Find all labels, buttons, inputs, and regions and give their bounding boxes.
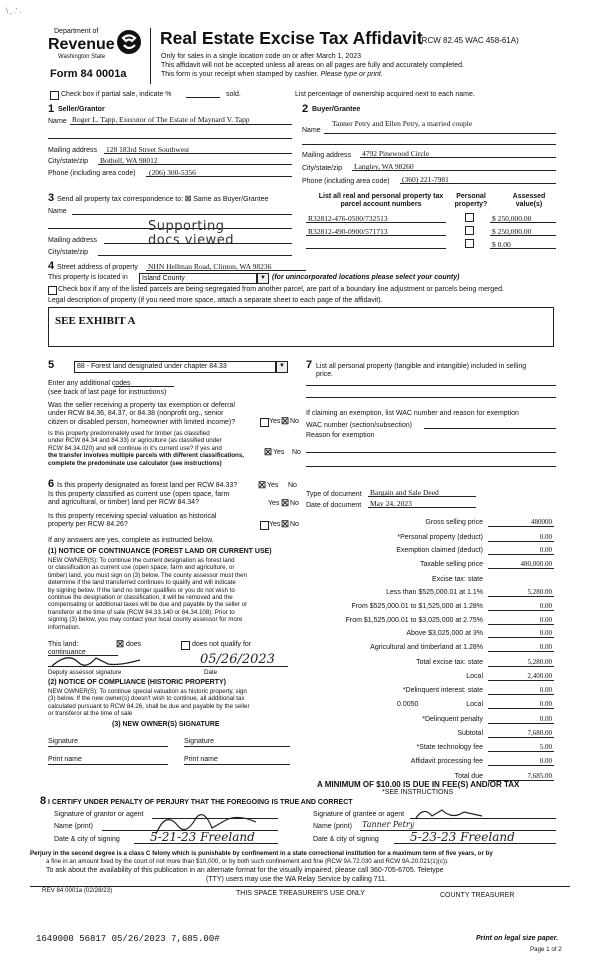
doc-type[interactable]: Bargain and Sale Deed	[370, 488, 439, 497]
buyer-name-label: Name	[302, 127, 321, 134]
legal-description: SEE EXHIBIT A	[55, 315, 136, 327]
calc-value[interactable]: 0.00	[539, 715, 552, 723]
reason-label: Reason for exemption	[306, 432, 375, 439]
print-legal-note: Print on legal size paper.	[476, 935, 559, 942]
no-label: No	[290, 521, 299, 528]
yes-label: Yes	[273, 449, 285, 456]
calc-label: Exemption claimed (deduct)	[396, 547, 483, 554]
buyer-address[interactable]: 4792 Pinewood Circle	[362, 149, 430, 158]
doc-type-label: Type of document	[306, 491, 362, 498]
calc-value[interactable]: 5.00	[539, 743, 552, 751]
calc-label: *Delinquent interest: state	[402, 687, 483, 694]
calc-value[interactable]: 7,680.00	[527, 729, 552, 737]
calc-value[interactable]: 0.00	[539, 533, 552, 541]
subtitle-3a: This form is your receipt when stamped by cashier.	[161, 71, 319, 78]
does-not-qualify-checkbox[interactable]	[181, 641, 190, 650]
segregated-label: Check box if any of the listed parcels are being segregated from another parcel, are part of a boundary line adjustment or parcels being merged.	[58, 286, 504, 293]
sec7-label: List all personal property (tangible and intangible) included in selling price.	[316, 363, 527, 379]
historic-yes-checkbox[interactable]	[260, 521, 269, 530]
buyer-name[interactable]: Tanner Petry and Ellen Petry, a married couple	[332, 119, 473, 128]
notice3-title: (3) NEW OWNER(S) SIGNATURE	[112, 721, 220, 728]
sec3-addr-label: Mailing address	[48, 237, 98, 244]
sec6-number: 6	[48, 478, 55, 490]
calc-label: Local	[466, 673, 483, 680]
calc-value[interactable]: 0.00	[539, 757, 552, 765]
personal-property-checkbox[interactable]	[465, 213, 474, 222]
yes-label: Yes	[269, 418, 281, 425]
treasurer-receipt: 1649000 56817 05/26/2023 7,685.00#	[36, 934, 220, 944]
buyer-addr-label: Mailing address	[302, 152, 352, 159]
continuance-label: continuance	[48, 649, 86, 656]
seller-name[interactable]: Roger L. Tapp, Executor of The Estate of Maynard V. Tapp	[72, 115, 250, 124]
page-number: Page 1 of 2	[530, 946, 562, 953]
yes-label: Yes	[267, 482, 279, 489]
seller-city[interactable]: Bothell, WA 98012	[100, 156, 158, 165]
add-codes-label: Enter any additional codes	[48, 380, 131, 387]
calc-label: Agricultural and timberland at 1.28%	[370, 644, 483, 651]
calc-value[interactable]: 0.00	[539, 602, 552, 610]
no-label: No	[290, 500, 299, 507]
assessor-sig-label: Deputy assessor signature	[48, 669, 122, 676]
doc-date[interactable]: May 24, 2023	[370, 499, 412, 508]
see-instructions-note: *SEE INSTRUCTIONS	[382, 789, 454, 796]
this-land-label: This land:	[48, 641, 79, 648]
personal-property-checkbox[interactable]	[465, 226, 474, 235]
partial-sale-label: Check box if partial sale, indicate %	[61, 91, 172, 98]
sec4-label: Street address of property	[57, 264, 138, 271]
no-label: No	[288, 482, 297, 489]
buyer-number: 2	[302, 103, 309, 115]
grantee-sig-label: Signature of grantee or agent	[313, 811, 405, 818]
seller-city-label: City/state/zip	[48, 158, 89, 165]
calc-value[interactable]: 0.00	[539, 686, 552, 694]
current-use-no-checkbox[interactable]: ☒	[281, 498, 290, 508]
calc-label: Affidavit processing fee	[410, 758, 483, 765]
calc-label: Excise tax: state	[432, 576, 483, 583]
new-owner-sig-label: Signature	[48, 738, 78, 745]
calc-value[interactable]: 0.00	[539, 700, 552, 708]
assessor-date-label: Date	[204, 669, 218, 676]
sec4-number: 4	[48, 260, 55, 272]
calc-value[interactable]: 0.00	[539, 629, 552, 637]
seller-phone-label: Phone (including area code)	[48, 170, 136, 177]
seller-number: 1	[48, 103, 55, 115]
buyer-city-label: City/state/zip	[302, 165, 343, 172]
calc-value[interactable]: 0.00	[539, 546, 552, 554]
seller-heading: Seller/Grantor	[58, 106, 105, 113]
stamp-supporting: Supporting	[148, 219, 225, 234]
calc-label: *Personal property (deduct)	[397, 534, 483, 541]
calc-label: From $525,000.01 to $1,525,000 at 1.28%	[351, 603, 483, 610]
seller-name-label: Name	[48, 118, 67, 125]
buyer-phone-label: Phone (including area code)	[302, 178, 390, 185]
timber-yes-checkbox[interactable]: ☒	[264, 447, 273, 457]
grantor-name-label: Name (print)	[54, 823, 93, 830]
q-exemption: Was the seller receiving a property tax exemption or deferral under RCW 84.36, 84.37, or 84.38 (nonprofit org., senior citizen or disabled person, homeowner with limited income)?	[48, 402, 236, 426]
grantee-date-label: Date & city of signing	[313, 836, 379, 843]
sec5-number: 5	[48, 359, 55, 371]
revision-label: REV 84 0001a (02/28/23)	[42, 887, 113, 894]
calc-value[interactable]: 5,280.00	[527, 588, 552, 596]
logo-state: Washington State	[58, 54, 106, 60]
property-address[interactable]: NHN Hellman Road, Clinton, WA 98236	[148, 262, 272, 271]
q-historic: Is this property receiving special valuation as historical property per RCW 84.26?	[48, 513, 217, 529]
calc-value[interactable]: 0.00	[539, 643, 552, 651]
q-timber: Is this property predominately used for timber (as classified under RCW 84.34 and 84.33) or agriculture (as classified under RCW 84.34.020) and will continue in it's current use? If yes and the transfer involves multiple parcels with different classifications, complete the predominate use calculator (see instructions)	[48, 430, 244, 467]
calc-label: Less than $525,000.01 at 1.1%	[386, 589, 483, 596]
calc-value[interactable]: 7,685.00	[527, 772, 552, 780]
accessibility-line-1: To ask about the availability of this publication in an alternate format for the visually impaired, please call 360-705-6705. Teletype	[46, 867, 444, 874]
county-select[interactable]: Island County	[139, 273, 257, 284]
calc-label: Subtotal	[457, 730, 483, 737]
parcels-header-3: Assessed value(s)	[512, 193, 546, 209]
seller-address[interactable]: 128 183rd Street Southwest	[106, 145, 190, 154]
sec8-number: 8	[40, 795, 47, 807]
calc-value[interactable]: 0.00	[539, 616, 552, 624]
parcel-number[interactable]: R32812-476-0500/732513	[308, 214, 388, 223]
calc-label: *State technology fee	[416, 744, 483, 751]
legal-label: Legal description of property (if you need more space, attach a separate sheet to each page of the affidavit).	[48, 297, 383, 304]
form-title: Real Estate Excise Tax Affidavit	[160, 28, 423, 48]
grantor-sig-label: Signature of grantor or agent	[54, 811, 144, 818]
county-note: (for unincorporated locations please select your county)	[272, 274, 460, 281]
stamp-docs-viewed: docs viewed	[148, 233, 234, 248]
notice1-text: NEW OWNER(S): To continue the current designation as forest land or classification as current use (open space, farm and agriculture, or timber) land, you must sign on (3) below. The county assessor must then determine if the land transferred continues to qualify and will indicate by signing below. If the land no longer qualifies or you do not wish to continue the designation or classification, it will be removed and the compensating or additional taxes will be due and payable by the seller or transferor at the time of sale (RCW 84.33.140 or 84.34.108). Prior to signing (3) below, you may contact your local county assessor for more information.	[48, 557, 248, 631]
county-label: This property is located in	[48, 274, 128, 281]
calc-label: Total due	[454, 773, 483, 780]
chevron-down-icon[interactable]: ▼	[257, 273, 269, 284]
historic-no-checkbox[interactable]: ☒	[281, 519, 290, 529]
grantee-signature	[412, 804, 502, 824]
logo-dept: Department of	[54, 28, 99, 35]
perjury-line-2: a fine in an amount fixed by the court of not more than $10,000, or by both such confinement and fine (RCW 9A.72.030 and RCW 9A.20.021(1)(c)).	[46, 858, 449, 865]
parcel-number[interactable]: R32812-490-0900/571713	[308, 227, 388, 236]
grantee-date-city: 5-23-23 Freeland	[410, 830, 515, 844]
subtitle-3b: Please type or print.	[320, 71, 383, 78]
parcel-value[interactable]: $ 0.00	[492, 240, 511, 249]
ownership-note: List percentage of ownership acquired next to each name.	[295, 91, 475, 98]
buyer-heading: Buyer/Grantee	[312, 106, 361, 113]
exemption-yes-checkbox[interactable]	[260, 418, 269, 427]
exemption-label: If claiming an exemption, list WAC number and reason for exemption	[306, 410, 519, 417]
treasurer-use-label: THIS SPACE TREASURER'S USE ONLY	[236, 890, 365, 897]
notice2-title: (2) NOTICE OF COMPLIANCE (HISTORIC PROPERTY)	[48, 679, 226, 686]
grantor-date-label: Date & city of signing	[54, 836, 120, 843]
parcels-header-2: Personal property?	[454, 193, 488, 209]
subtitle-1: Only for sales in a single location code on or after March 1, 2023	[161, 53, 361, 60]
buyer-city[interactable]: Langley, WA 98260	[354, 162, 414, 171]
sec3-same-label: Same as Buyer/Grantee	[193, 196, 269, 203]
new-owner-print-label: Print name	[48, 756, 82, 763]
calc-label: Above $3,025,000 at 3%	[406, 630, 483, 637]
land-use-select[interactable]: 88 - Forest land designated under chapter 84.33	[74, 361, 276, 373]
calc-value[interactable]: 480,000.00	[520, 560, 552, 568]
partial-sale-checkbox[interactable]	[50, 91, 59, 100]
perjury-line-1: Perjury in the second degree is a class C felony which is punishable by confinement in a state correctional institution for a maximum term of five years, or by	[30, 850, 493, 857]
does-label: does	[126, 641, 142, 648]
certify-statement: I CERTIFY UNDER PENALTY OF PERJURY THAT THE FOREGOING IS TRUE AND CORRECT	[48, 799, 353, 806]
sec3-same-checkbox[interactable]: ☒	[185, 196, 192, 203]
add-codes-note: (see back of last page for instructions)	[48, 389, 167, 396]
no-label: No	[290, 418, 299, 425]
segregated-checkbox[interactable]	[48, 286, 57, 295]
no-label: No	[292, 449, 301, 456]
calc-label: Gross selling price	[425, 519, 483, 526]
form-title-ref: (RCW 82.45 WAC 458-61A)	[419, 36, 519, 45]
calc-value[interactable]: 5,280.00	[527, 658, 552, 666]
sec3-number: 3	[48, 192, 55, 204]
new-owner-print-label: Print name	[184, 756, 218, 763]
q-current-use: Is this property classified as current use (open space, farm and agricultural, or timber) land per RCW 84.34?	[48, 491, 230, 507]
q-forest: Is this property designated as forest land per RCW 84.33?	[57, 482, 238, 489]
calc-value[interactable]: 2,400.00	[527, 672, 552, 680]
sec7-number: 7	[306, 359, 313, 371]
revenue-logo-icon	[116, 29, 142, 55]
notice2-text: NEW OWNER(S): To continue special valuation as historic property, sign (3) below. If the new owner(s) doesn't wish to continue, all additional tax calculated pursuant to RCW 84.26, shall be due and payable by the seller or transferor at the time of sale	[48, 688, 250, 718]
calc-value[interactable]: 480000	[531, 518, 552, 526]
parcel-value[interactable]: $ 250,000.00	[492, 214, 532, 223]
chevron-down-icon[interactable]: ▼	[276, 361, 288, 373]
seller-phone[interactable]: (206) 300-5356	[149, 168, 196, 177]
wac-label: WAC number (section/subsection)	[306, 422, 412, 429]
buyer-phone[interactable]: (360) 221-7981	[402, 175, 449, 184]
personal-property-checkbox[interactable]	[465, 239, 474, 248]
does-not-qualify-label: does not qualify for	[192, 641, 252, 648]
minimum-due-note: A MINIMUM OF $10.00 IS DUE IN FEE(S) AND/OR TAX	[317, 780, 520, 789]
sec3-label: Send all property tax correspondence to:	[57, 196, 184, 203]
seller-addr-label: Mailing address	[48, 147, 98, 154]
grantee-name-label: Name (print)	[313, 823, 352, 830]
yes-label: Yes	[268, 500, 280, 507]
calc-label: Local	[466, 701, 483, 708]
calc-label: From $1,525,000.01 to $3,025,000 at 2.75%	[345, 617, 483, 624]
sec3-name-label: Name	[48, 208, 67, 215]
calc-label: Total excise tax: state	[416, 659, 483, 666]
form-number: Form 84 0001a	[50, 68, 127, 80]
yes-label: Yes	[269, 521, 281, 528]
notice1-title: (1) NOTICE OF CONTINUANCE (FOREST LAND OR CURRENT USE)	[48, 548, 272, 555]
exemption-no-checkbox[interactable]: ☒	[281, 416, 290, 426]
local-rate: 0.0050	[397, 701, 419, 708]
grantor-date-city: 5-21-23 Freeland	[150, 830, 255, 844]
scan-marks: \ ¸ .' .	[6, 8, 22, 15]
new-owner-sig-label: Signature	[184, 738, 214, 745]
subtitle-2: This affidavit will not be accepted unless all areas on all pages are fully and accurately completed.	[161, 62, 464, 69]
assessor-date: 05/26/2023	[200, 652, 275, 667]
partial-sold-label: sold.	[226, 91, 241, 98]
doc-date-label: Date of document	[306, 502, 362, 509]
calc-label: Taxable selling price	[419, 561, 483, 568]
sec3-city-label: City/state/zip	[48, 249, 89, 256]
accessibility-line-2: (TTY) users may use the WA Relay Service by calling 711.	[206, 876, 387, 883]
grantee-name: Tanner Petry	[362, 820, 415, 829]
forest-yes-checkbox[interactable]: ☒	[258, 480, 267, 490]
parcel-value[interactable]: $ 250,000.00	[492, 227, 532, 236]
calc-label: *Delinquent penalty	[422, 716, 483, 723]
does-checkbox[interactable]: ☒	[116, 639, 125, 649]
county-treasurer-label: COUNTY TREASURER	[440, 892, 515, 899]
parcels-header-1: List all real and personal property tax parcel account numbers	[318, 193, 444, 209]
legal-description-box[interactable]	[48, 307, 554, 347]
any-yes-note: If any answers are yes, complete as instructed below.	[48, 537, 214, 544]
logo-revenue: Revenue	[48, 36, 115, 53]
